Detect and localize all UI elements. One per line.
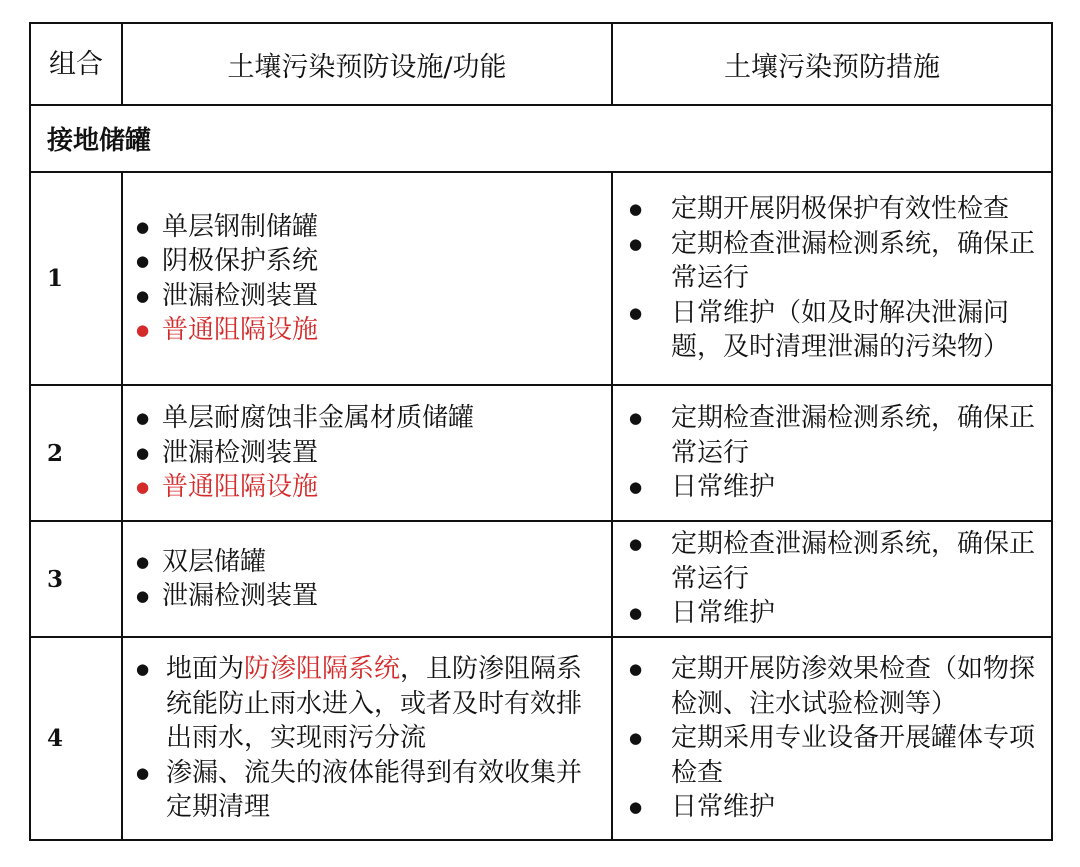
- table-row: [30, 385, 1052, 521]
- table-row: [30, 172, 1052, 385]
- measure-item: ● 定期检查泄漏检测系统，确保正常运行: [627, 401, 1051, 470]
- measures-cell: [612, 172, 1052, 385]
- measure-item: ● 日常维护: [627, 596, 1051, 631]
- section-title: 接地储罐: [30, 105, 1052, 172]
- row-number: 1: [30, 172, 122, 385]
- row-number: 2: [30, 385, 122, 521]
- facilities-cell: [122, 385, 612, 521]
- facility-item: ● 阴极保护系统: [136, 244, 611, 279]
- measure-item: ● 定期开展防渗效果检查（如物探检测、注水试验检测等）: [627, 652, 1051, 721]
- measure-item: ● 定期检查泄漏检测系统，确保正常运行: [627, 227, 1051, 296]
- storage-tank-table: [29, 22, 1053, 841]
- measure-item: ● 定期采用专业设备开展罐体专项检查: [627, 721, 1051, 790]
- header-combination: 组合: [30, 23, 122, 105]
- header-measures: 土壤污染预防措施: [612, 23, 1052, 105]
- facility-suffix: ，且防渗阻隔系统能防止雨水进入，或者及时有效排出雨水，实现雨污分流: [166, 654, 583, 754]
- facility-item: ● 泄漏检测装置: [136, 279, 611, 314]
- facilities-cell: [122, 637, 612, 840]
- table-row: [30, 521, 1052, 637]
- facility-item: ● 单层耐腐蚀非金属材质储罐: [136, 401, 611, 436]
- facility-item: ● 渗漏、流失的液体能得到有效收集并定期清理: [136, 756, 611, 825]
- facility-item-highlight: ● 普通阻隔设施: [136, 470, 611, 505]
- measure-item: ● 日常维护: [627, 470, 1051, 505]
- facility-item: ● 双层储罐: [136, 545, 611, 580]
- measure-item: ● 定期检查泄漏检测系统，确保正常运行: [627, 527, 1051, 596]
- measures-cell: [612, 637, 1052, 840]
- measure-item: ● 日常维护: [627, 790, 1051, 825]
- table-row: [30, 637, 1052, 840]
- row-number: 3: [30, 521, 122, 637]
- row-number: 4: [30, 637, 122, 840]
- facility-item: ● 泄漏检测装置: [136, 436, 611, 471]
- header-facilities: 土壤污染预防设施/功能: [122, 23, 612, 105]
- measure-item: ● 日常维护（如及时解决泄漏问题，及时清理泄漏的污染物）: [627, 296, 1051, 365]
- facility-prefix: 地面为: [166, 654, 245, 685]
- facility-item: ● 泄漏检测装置: [136, 579, 611, 614]
- facilities-cell: [122, 172, 612, 385]
- facility-item: ● 单层钢制储罐: [136, 210, 611, 245]
- facility-item-highlight: ● 普通阻隔设施: [136, 313, 611, 348]
- facility-highlight: 防渗阻隔系统: [244, 654, 401, 685]
- section-row: [30, 105, 1052, 172]
- measures-cell: [612, 521, 1052, 637]
- measure-item: ● 定期开展阴极保护有效性检查: [627, 192, 1051, 227]
- header-row: [30, 23, 1052, 105]
- facility-item: [136, 652, 611, 756]
- facilities-cell: [122, 521, 612, 637]
- measures-cell: [612, 385, 1052, 521]
